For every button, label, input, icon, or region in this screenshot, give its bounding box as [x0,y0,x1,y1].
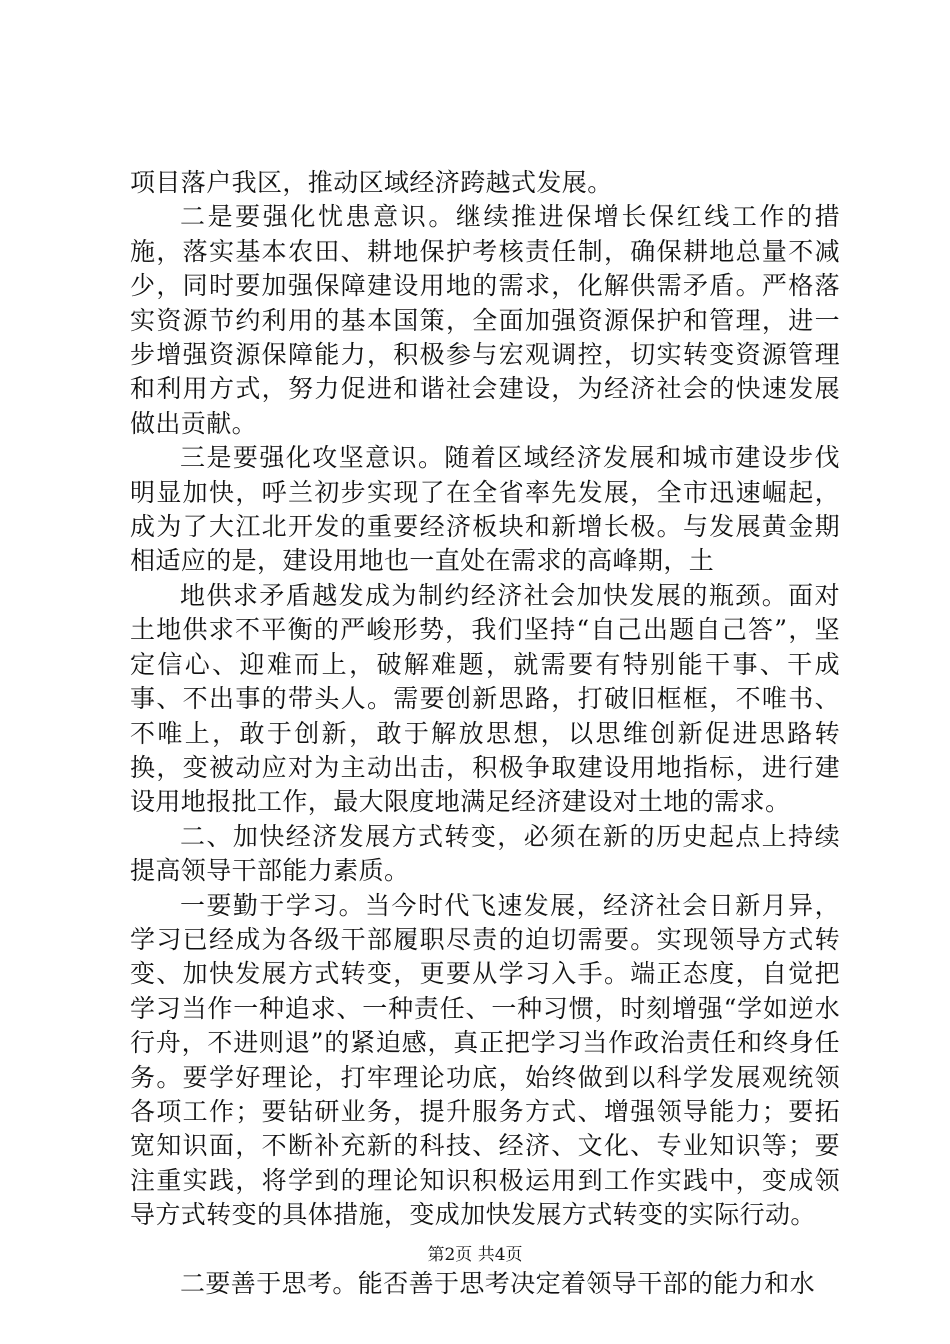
document-body [130,166,840,1301]
paragraph-tackling-awareness: 三是要强化攻坚意识。随着区域经济发展和城市建设步伐明显加快，呼兰初步实现了在全省率先发展，全市迅速崛起，成为了大江北开发的重要经济板块和新增长极。与发展黄金期相适应的是，建设用地也一直处在需求的高峰期，土 [130,443,840,576]
paragraph-continuation: 项目落户我区，推动区域经济跨越式发展。 [130,168,613,197]
page-number-footer: 第2页 共4页 [427,1245,523,1265]
paragraph-worry-awareness: 二是要强化忧患意识。继续推进保增长保红线工作的措施，落实基本农田、耕地保护考核责任制，确保耕地总量不减少，同时要加强保障建设用地的需求，化解供需矛盾。严格落实资源节约利用的基本国策，全面加强资源保护和管理，进一步增强资源保障能力，积极参与宏观调控，切实转变资源管理和利用方式，努力促进和谐社会建设，为经济社会的快速发展做出贡献。 [130,202,840,438]
section-heading-two: 二、加快经济发展方式转变，必须在新的历史起点上持续提高领导干部能力素质。 [130,821,840,886]
paragraph-land-supply: 地供求矛盾越发成为制约经济社会加快发展的瓶颈。面对土地供求不平衡的严峻形势，我们坚持“自己出题自己答”，坚定信心、迎难而上，破解难题，就需要有特别能干事、干成事、不出事的带头人。需要创新思路，打破旧框框，不唯书、不唯上，敢于创新，敢于解放思想，以思维创新促进思路转换，变被动应对为主动出击，积极争取建设用地指标，进行建设用地报批工作，最大限度地满足经济建设对土地的需求。 [130,580,840,817]
paragraph-diligent-learning: 一要勤于学习。当今时代飞速发展，经济社会日新月异，学习已经成为各级干部履职尽责的迫切需要。实现领导方式转变、加快发展方式转变，更要从学习入手。端正态度，自觉把学习当作一种追求、一种责任、一种习惯，时刻增强“学如逆水行舟，不进则退”的紧迫感，真正把学习当作政治责任和终身任务。要学好理论，打牢理论功底，始终做到以科学发展观统领各项工作；要钻研业务，提升服务方式、增强领导能力；要拓宽知识面，不断补充新的科技、经济、文化、专业知识等；要注重实践，将学到的理论知识积极运用到工作实践中，变成领导方式转变的具体措施，变成加快发展方式转变的实际行动。 [130,890,840,1230]
paragraph-good-thinking: 二要善于思考。能否善于思考决定着领导干部的能力和水 [180,1268,816,1298]
